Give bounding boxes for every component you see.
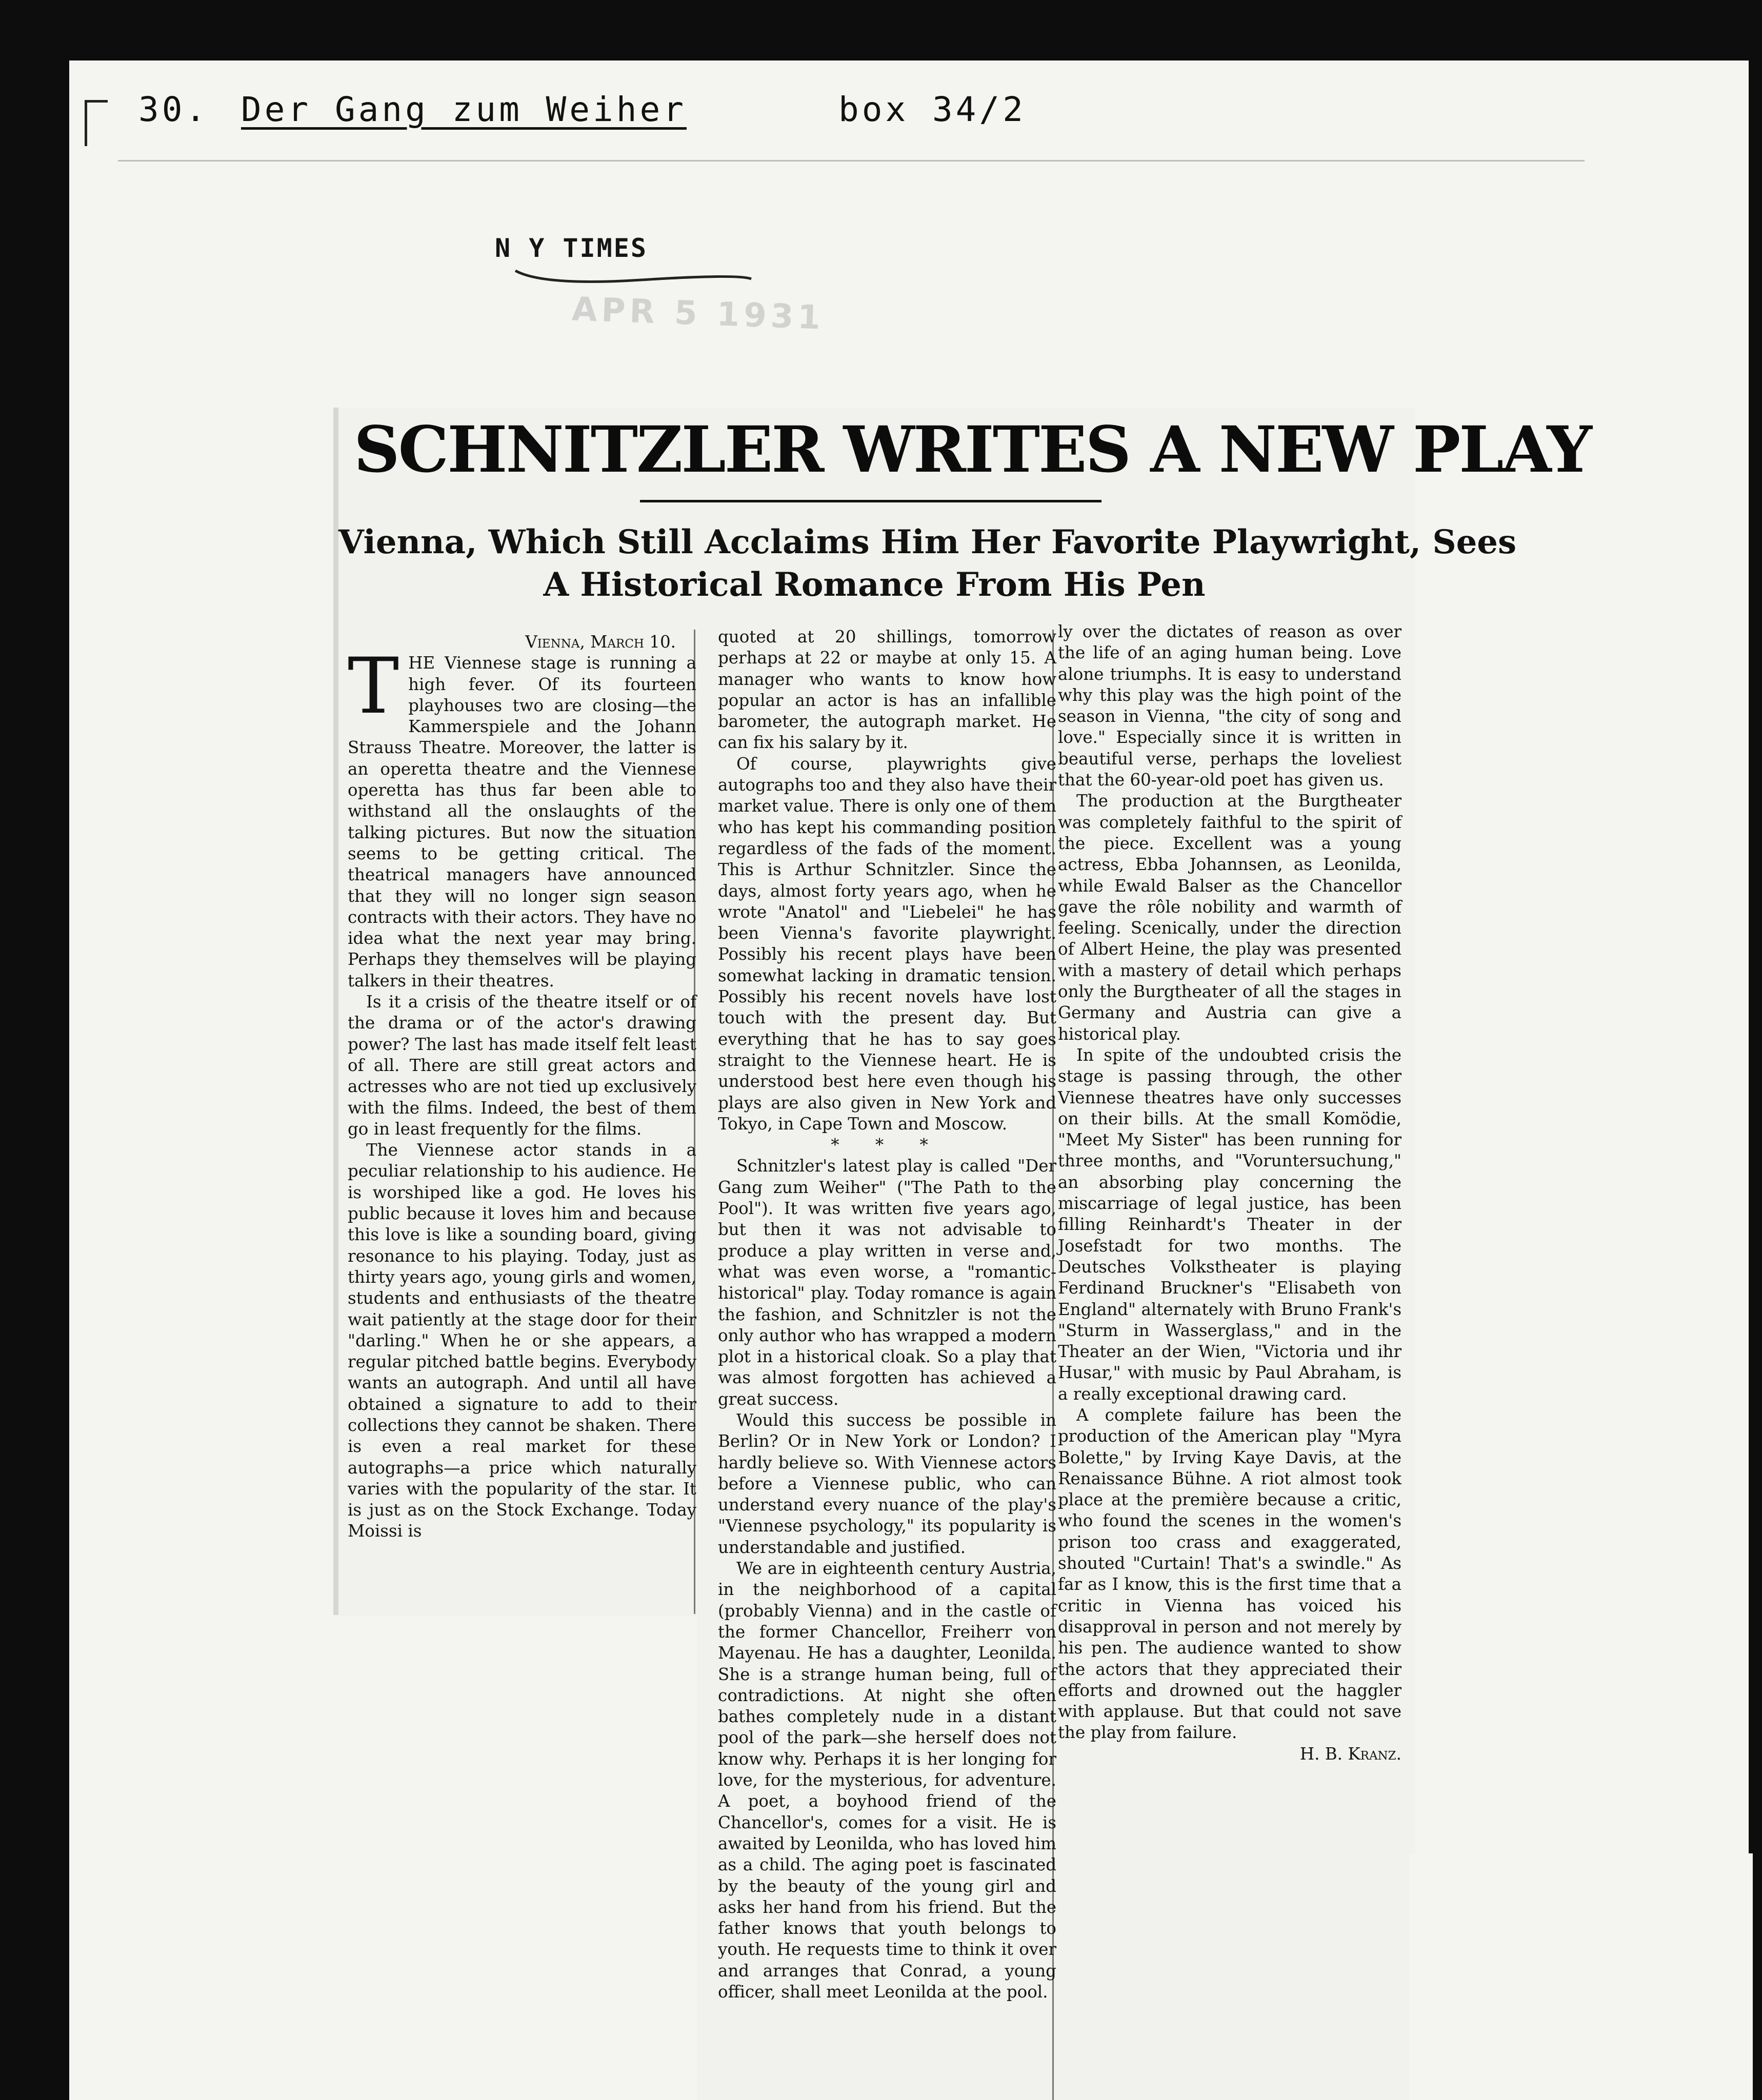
drop-cap: T <box>348 642 399 732</box>
paragraph: Is it a crisis of the theatre itself or of the drama or of the actor's drawing power? The last has made itself felt least of all. There are still great actors and actresses who are not tied up exclusively with the films. Indeed, the best of them go in least frequently for the films. <box>348 992 696 1139</box>
paragraph: We are in eighteenth century Austria, in the neighborhood of a capital (probably Vienna) and in the castle of the former Chancellor, Freiherr von Mayenau. He has a daughter, Leonilda. She is a strange human being, full of contradictions. At night she often bathes completely nude in a distant pool of the park—she herself does not know why. Perhaps it is her longing for love, for the mysterious, for adventure. A poet, a boyhood friend of the Chancellor's, comes for a visit. He is awaited by Leonilda, who has loved him as a child. The aging poet is fascinated by the beauty of the young girl and asks her hand from his friend. But the father knows that youth belongs to youth. He requests time to think it over and arranges that Conrad, a young officer, shall meet Leonilda at the pool. <box>718 1559 1056 2002</box>
paragraph: quoted at 20 shillings, tomorrow perhaps at 22 or maybe at only 15. A manager who wants to know how popular an actor is has an infallible barometer, the autograph market. He can fix his salary by it. <box>718 627 1056 753</box>
film-edge-right <box>1749 0 1762 2100</box>
section-break-stars: * * * <box>831 1135 944 1155</box>
film-edge-top <box>0 0 1762 60</box>
header-divider <box>118 160 1585 161</box>
file-box-number: box 34/2 <box>838 90 1026 129</box>
file-number: 30. <box>138 90 209 129</box>
author-byline: H. B. Kranz. <box>1299 1744 1401 1764</box>
paragraph: In spite of the undoubted crisis the stage is passing through, the other Viennese theatres have only successes on their bills. At the small Komödie, "Meet My Sister" has been running for three months, and "Voruntersuchung," an absorbing play concerning the miscarriage of legal justice, has been filling Reinhardt's Theater in der Josefstadt for two months. The Deutsches Volkstheater is playing Ferdinand Bruckner's "Elisabeth von England" alternately with Bruno Frank's "Sturm in Wasserglass," and in the Theater an der Wien, "Victoria und ihr Husar," with music by Paul Abraham, is a really exceptional drawing card. <box>1058 1045 1401 1404</box>
article-column-1 <box>348 632 696 1542</box>
clipping-cut-area-right <box>1409 1853 1753 2100</box>
corner-bracket-mark <box>85 100 108 146</box>
article-column-2 <box>718 627 1056 2003</box>
article-column-3 <box>1058 621 1401 1765</box>
underline-swoosh-icon <box>513 267 754 287</box>
article-subhead-line-2: A Historical Romance From His Pen <box>543 566 1206 604</box>
paragraph: ly over the dictates of reason as over the life of an aging human being. Love alone triumphs. It is easy to understand why this play was the high point of the season in Vienna, "the city of song and love." Especially since it is written in beautiful verse, perhaps the loveliest that the 60-year-old poet has given us. <box>1058 622 1401 790</box>
article-headline: SCHNITZLER WRITES A NEW PLAY <box>354 413 1591 487</box>
paragraph: Schnitzler's latest play is called "Der Gang zum Weiher" ("The Path to the Pool"). It was written five years ago, but then it was not advisable to produce a play written in verse and, what was even worse, a "romantic-historical" play. Today romance is again the fashion, and Schnitzler is not the only author who has wrapped a modern plot in a historical cloak. So a play that was almost forgotten has achieved a great success. <box>718 1156 1056 1409</box>
date-stamp: APR 5 1931 <box>571 290 826 337</box>
file-title: Der Gang zum Weiher <box>241 90 687 129</box>
headline-rule <box>640 500 1102 502</box>
paragraph-text: HE Viennese stage is running a high fever. Of its fourteen playhouses two are closing—the Kammerspiele and the Johann Strauss Theatre. Moreover, the latter is an operetta theatre and the Viennese operetta has thus far been able to withstand all the onslaughts of the talking pictures. But now the situation seems to be getting critical. The theatrical managers have announced that they will no longer sign season contracts with their actors. They have no idea what the next year may bring. Perhaps they themselves will be playing talkers in their theatres. <box>348 653 696 991</box>
paragraph: The production at the Burgtheater was completely faithful to the spirit of the piece. Excellent was a young actress, Ebba Johannsen, as Leonilda, while Ewald Balser as the Chancellor gave the rôle nobility and warmth of feeling. Scenically, under the direction of Albert Heine, the play was presented with a mastery of detail which perhaps only the Burgtheater of all the stages in Germany and Austria can give a historical play. <box>1058 791 1401 1044</box>
article-subhead-line-1: Vienna, Which Still Acclaims Him Her Favorite Playwright, Sees <box>338 523 1517 561</box>
paragraph: Of course, playwrights give autographs too and they also have their market value. There is only one of them who has kept his commanding position regardless of the fads of the moment. This is Arthur Schnitzler. Since the days, almost forty years ago, when he wrote "Anatol" and "Liebelei" he has been Vienna's favorite playwright. Possibly his recent plays have been somewhat lacking in dramatic tension. Possibly his recent novels have lost touch with the present day. But everything that he has to say goes straight to the Viennese heart. He is understood best here even though his plays are also given in New York and Tokyo, in Cape Town and Moscow. <box>718 754 1056 1134</box>
clipping-edge-shadow <box>333 408 338 1615</box>
paragraph: A complete failure has been the production of the American play "Myra Bolette," by Irving Kaye Davis, at the Renaissance Bühne. A riot almost took place at the première because a critic, who found the scenes in the women's prison too crass and exaggerated, shouted "Curtain! That's a swindle." As far as I know, this is the first time that a critic in Vienna has voiced his disapproval in person and not merely by his pen. The audience wanted to show the actors that they appreciated their efforts and drowned out the haggler with applause. But that could not save the play from failure. <box>1058 1405 1401 1743</box>
clipping-cut-area-left <box>333 1616 697 2100</box>
paragraph: Would this success be possible in Berlin? Or in New York or London? I hardly believe so. With Viennese actors before a Viennese public, who can understand every nuance of the play's "Viennese psychology," its popularity is understandable and justified. <box>718 1410 1056 1557</box>
film-edge-left <box>0 0 69 2100</box>
paragraph: The Viennese actor stands in a peculiar relationship to his audience. He is worshiped like a god. He loves his public because it loves him and because this love is like a sounding board, giving resonance to his playing. Today, just as thirty years ago, young girls and women, students and enthusiasts of the theatre wait patiently at the stage door for their "darling." When he or she appears, a regular pitched battle begins. Everybody wants an autograph. And until all have obtained a signature to add to their collections they cannot be shaken. There is even a real market for these autographs—a price which naturally varies with the popularity of the star. It is just as on the Stock Exchange. Today Moissi is <box>348 1140 696 1541</box>
dateline: Vienna, March 10. <box>525 632 676 652</box>
newspaper-source-label: N Y TIMES <box>495 233 648 263</box>
